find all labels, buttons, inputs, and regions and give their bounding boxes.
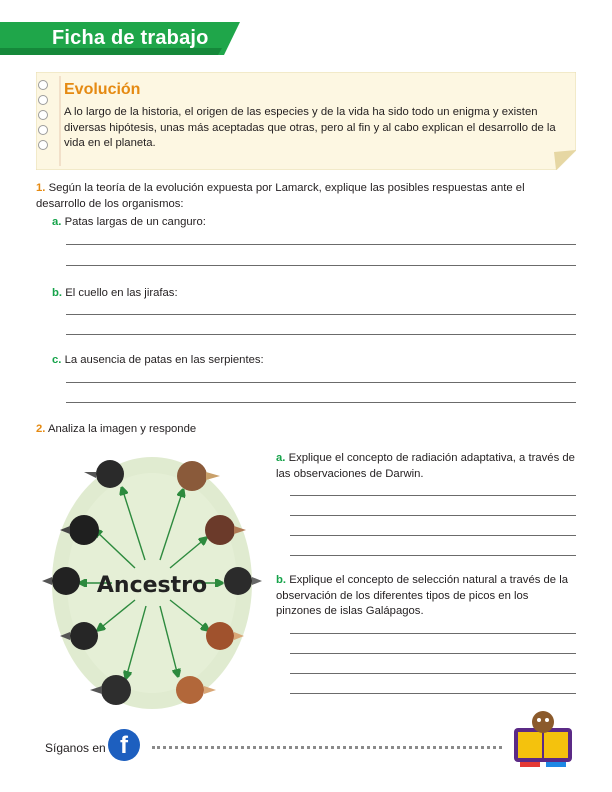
question-1b	[52, 286, 178, 302]
header-banner	[0, 22, 240, 55]
answer-line[interactable]	[290, 515, 576, 516]
finch-head-icon	[42, 567, 80, 595]
answer-line[interactable]	[66, 265, 576, 266]
item-text: El cuello en las jirafas:	[65, 287, 178, 299]
question-text: Analiza la imagen y responde	[47, 423, 197, 435]
question-text: Según la teoría de la evolución expuesta por Lamarck, explique las posibles respuestas ante el desarrollo de los organismos:	[36, 182, 525, 210]
item-text: Explique el concepto de radiación adaptativa, a través de las observaciones de Darwin.	[276, 452, 575, 480]
question-2	[36, 422, 196, 438]
question-1a	[52, 215, 206, 231]
item-text: Patas largas de un canguro:	[64, 216, 206, 228]
answer-line[interactable]	[290, 535, 576, 536]
item-letter: c.	[52, 354, 62, 366]
facebook-icon[interactable]: f	[108, 729, 140, 761]
finch-radiation-diagram	[40, 450, 265, 720]
answer-line[interactable]	[290, 673, 576, 674]
item-letter: a.	[276, 452, 286, 464]
answer-line[interactable]	[290, 693, 576, 694]
item-text: Explique el concepto de selección natural a través de la observación de los diferentes tipos de picos en los pinzones de islas Galápagos.	[276, 574, 569, 617]
item-letter: b.	[276, 574, 287, 586]
finch-head-icon	[224, 567, 262, 595]
answer-line[interactable]	[290, 495, 576, 496]
item-letter: a.	[52, 216, 62, 228]
finch-head-icon	[84, 460, 124, 488]
question-number: 1.	[36, 182, 46, 194]
question-2a	[276, 451, 576, 482]
answer-line[interactable]	[290, 633, 576, 634]
question-1	[36, 181, 566, 212]
page-title: Ficha de trabajo	[52, 27, 209, 49]
info-card	[36, 72, 576, 170]
dotted-divider	[152, 746, 502, 749]
answer-line[interactable]	[66, 244, 576, 245]
card-text: A lo largo de la historia, el origen de las especies y de la vida ha sido todo un enigma y existen diversas hipótesis, unas más aceptadas que otras, pero al fin y al cabo explican el desarrollo de la vida en el planeta.	[64, 106, 556, 149]
answer-line[interactable]	[66, 402, 576, 403]
center-label: Ancestro	[96, 573, 208, 598]
question-number: 2.	[36, 423, 46, 435]
item-letter: b.	[52, 287, 63, 299]
follow-label: Síganos en	[45, 741, 106, 755]
item-text: La ausencia de patas en las serpientes:	[64, 354, 264, 366]
question-1c	[52, 353, 264, 369]
answer-line[interactable]	[66, 334, 576, 335]
card-title: Evolución	[64, 81, 141, 98]
answer-line[interactable]	[66, 314, 576, 315]
publisher-logo-icon[interactable]	[510, 708, 576, 770]
answer-line[interactable]	[290, 653, 576, 654]
question-2b	[276, 573, 576, 620]
answer-line[interactable]	[290, 555, 576, 556]
answer-line[interactable]	[66, 382, 576, 383]
notebook-rings	[38, 80, 52, 155]
